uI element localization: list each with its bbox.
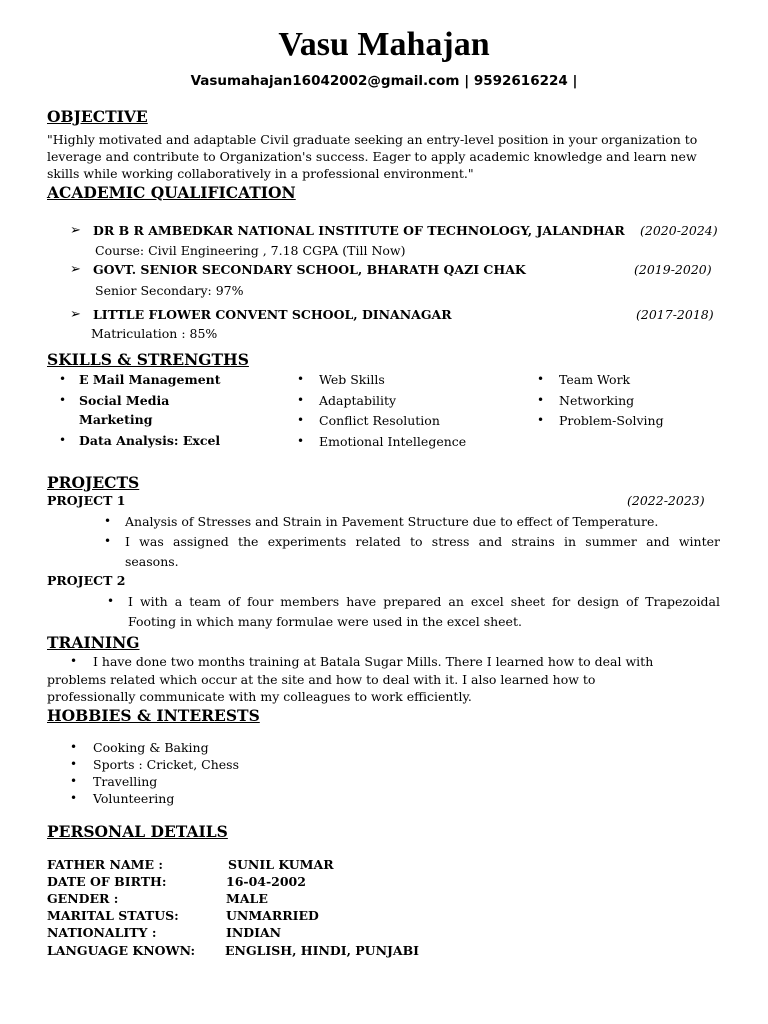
bullet-icon: • <box>59 393 67 407</box>
institution-detail: Matriculation : 85% <box>91 326 218 341</box>
institution-years: (2017-2018) <box>636 307 714 322</box>
language-value: ENGLISH, HINDI, PUNJABI <box>225 943 420 958</box>
dob-value: 16-04-2002 <box>226 874 306 889</box>
bullet-icon: • <box>107 594 115 608</box>
skill-item: Social Media <box>79 393 170 408</box>
gender-value: MALE <box>226 891 268 906</box>
bullet-icon: • <box>70 774 78 788</box>
project-title: PROJECT 2 <box>47 573 126 588</box>
skill-item: Emotional Intellegence <box>319 434 467 449</box>
arrow-bullet-icon: ➢ <box>70 223 81 238</box>
language-label: LANGUAGE KNOWN: <box>47 943 196 958</box>
bullet-icon: • <box>297 393 305 407</box>
contact-line: Vasumahajan16042002@gmail.com | 9592616224 | <box>190 73 578 89</box>
training-line: professionally communicate with my colleagues to work efficiently. <box>47 689 472 704</box>
project-title: PROJECT 1 <box>47 493 126 508</box>
bullet-icon: • <box>70 654 78 668</box>
nationality-label: NATIONALITY : <box>47 925 157 940</box>
project-years: (2022-2023) <box>627 493 705 508</box>
institution-name: GOVT. SENIOR SECONDARY SCHOOL, BHARATH QAZI CHAK <box>93 262 526 277</box>
bullet-icon: • <box>70 791 78 805</box>
marital-label: MARITAL STATUS: <box>47 908 179 923</box>
bullet-icon: • <box>297 413 305 427</box>
hobby-item: Sports : Cricket, Chess <box>93 757 239 772</box>
skill-item: Marketing <box>79 412 153 427</box>
hobby-item: Volunteering <box>93 791 175 806</box>
project-bullet-text: Footing in which many formulae were used in the excel sheet. <box>128 614 522 629</box>
objective-heading: OBJECTIVE <box>47 107 148 126</box>
resume-name: Vasu Mahajan <box>278 26 490 63</box>
skill-item: Data Analysis: Excel <box>79 433 221 448</box>
skill-item: Adaptability <box>319 393 397 408</box>
training-line: I have done two months training at Batala Sugar Mills. There I learned how to deal with <box>93 654 654 669</box>
project-bullet-text: seasons. <box>125 554 179 569</box>
bullet-icon: • <box>104 534 112 548</box>
project-bullet-text: I with a team of four members have prepared an excel sheet for design of Trapezoidal <box>128 594 720 609</box>
bullet-icon: • <box>537 413 545 427</box>
bullet-icon: • <box>59 372 67 386</box>
bullet-icon: • <box>297 434 305 448</box>
objective-line: "Highly motivated and adaptable Civil graduate seeking an entry-level position in your organization to <box>47 132 698 147</box>
nationality-value: INDIAN <box>226 925 282 940</box>
skill-item: Web Skills <box>319 372 385 387</box>
bullet-icon: • <box>537 372 545 386</box>
skill-item: Networking <box>559 393 635 408</box>
institution-years: (2020-2024) <box>640 223 718 238</box>
project-bullet-text: Analysis of Stresses and Strain in Pavement Structure due to effect of Temperature. <box>125 514 659 529</box>
training-heading: TRAINING <box>47 633 140 652</box>
institution-detail: Senior Secondary: 97% <box>95 283 244 298</box>
hobby-item: Cooking & Baking <box>93 740 209 755</box>
project-bullet-text: I was assigned the experiments related to stress and strains in summer and winter <box>125 534 720 549</box>
skill-item: Problem-Solving <box>559 413 664 428</box>
dob-label: DATE OF BIRTH: <box>47 874 167 889</box>
skill-item: E Mail Management <box>79 372 221 387</box>
institution-years: (2019-2020) <box>634 262 712 277</box>
institution-name: LITTLE FLOWER CONVENT SCHOOL, DINANAGAR <box>93 307 452 322</box>
objective-line: skills while working collaboratively in a professional environment." <box>47 166 474 181</box>
skills-heading: SKILLS & STRENGTHS <box>47 350 249 369</box>
bullet-icon: • <box>59 433 67 447</box>
father-value: SUNIL KUMAR <box>228 857 334 872</box>
personal-heading: PERSONAL DETAILS <box>47 822 228 841</box>
hobby-item: Travelling <box>93 774 158 789</box>
hobbies-heading: HOBBIES & INTERESTS <box>47 706 260 725</box>
institution-detail: Course: Civil Engineering , 7.18 CGPA (Till Now) <box>95 243 406 258</box>
training-line: problems related which occur at the site and how to deal with it. I also learned how to <box>47 672 596 687</box>
institution-name: DR B R AMBEDKAR NATIONAL INSTITUTE OF TECHNOLOGY, JALANDHAR <box>93 223 625 238</box>
bullet-icon: • <box>70 740 78 754</box>
arrow-bullet-icon: ➢ <box>70 262 81 277</box>
father-label: FATHER NAME : <box>47 857 163 872</box>
bullet-icon: • <box>537 393 545 407</box>
arrow-bullet-icon: ➢ <box>70 307 81 322</box>
objective-line: leverage and contribute to Organization's success. Eager to apply academic knowledge and learn new <box>47 149 697 164</box>
bullet-icon: • <box>297 372 305 386</box>
bullet-icon: • <box>70 757 78 771</box>
gender-label: GENDER : <box>47 891 119 906</box>
projects-heading: PROJECTS <box>47 473 140 492</box>
academic-heading: ACADEMIC QUALIFICATION <box>47 183 296 202</box>
bullet-icon: • <box>104 514 112 528</box>
marital-value: UNMARRIED <box>226 908 319 923</box>
skill-item: Team Work <box>559 372 631 387</box>
skill-item: Conflict Resolution <box>319 413 440 428</box>
